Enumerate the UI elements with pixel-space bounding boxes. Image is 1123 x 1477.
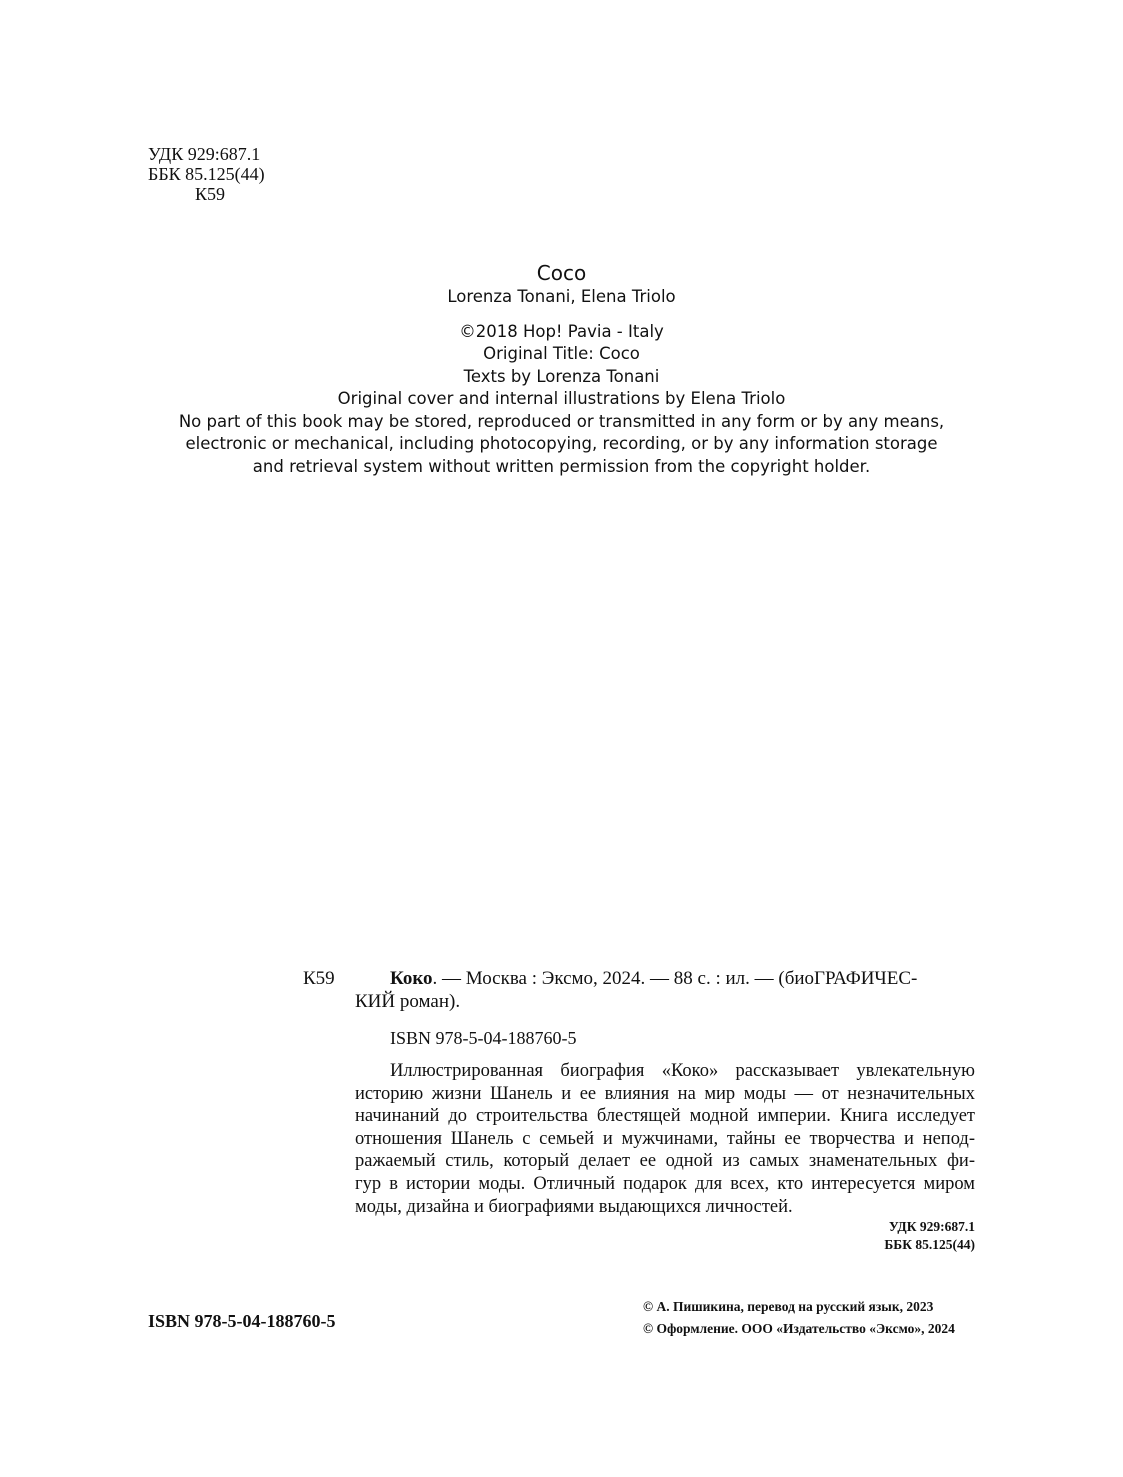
udk-code: УДК 929:687.1 xyxy=(148,144,261,164)
original-book-title: Coco xyxy=(536,261,587,285)
isbn-bottom: ISBN 978-5-04-188760-5 xyxy=(148,1311,336,1331)
entry-imprint: . — Москва : Эксмо, 2024. — 88 с. : ил. — (биоГРАФИЧЕС- xyxy=(432,968,918,989)
catalog-entry xyxy=(303,967,975,1013)
design-copyright: © Оформление. ООО «Издательство «Эксмо», 2024 xyxy=(643,1321,955,1336)
annotation-line: отношения Шанель с семьей и мужчинами, тайны ее творчества и непод- xyxy=(355,1128,975,1149)
annotation-line: историю жизни Шанель и ее влияния на мир моды — от незначительных xyxy=(355,1083,975,1104)
copyright-notices xyxy=(643,1296,955,1340)
original-authors: Lorenza Tonani, Elena Triolo xyxy=(447,287,676,306)
annotation-line: гур в истории моды. Отличный подарок для всех, кто интересуется миром xyxy=(355,1173,975,1194)
entry-first-line xyxy=(390,967,975,990)
original-edition-credits xyxy=(0,260,1123,478)
illustrations-by-line: Original cover and internal illustrations by Elena Triolo xyxy=(337,389,786,408)
classification-codes-bottom xyxy=(700,1218,975,1254)
annotation-line: Иллюстрированная биография «Коко» рассказывает увлекательную xyxy=(390,1061,975,1081)
author-mark: К59 xyxy=(195,184,226,204)
entry-isbn: ISBN 978-5-04-188760-5 xyxy=(390,1028,577,1048)
credits-spacer xyxy=(0,309,1123,321)
annotation-line: начинаний до строительства блестящей модной империи. Книга исследует xyxy=(355,1106,975,1127)
book-annotation xyxy=(355,1060,975,1218)
bbk-code: ББК 85.125(44) xyxy=(148,164,265,184)
annotation-line: моды, дизайна и биографиями выдающихся личностей. xyxy=(355,1196,793,1217)
annotation-line: ражаемый стиль, который делает ее одной из самых знаменательных фи- xyxy=(355,1151,975,1172)
translation-copyright: © А. Пишикина, перевод на русский язык, 2023 xyxy=(643,1299,934,1314)
original-title-line: Original Title: Coco xyxy=(483,344,640,363)
entry-book-title: Коко xyxy=(390,968,433,989)
bbk-code: ББК 85.125(44) xyxy=(884,1237,975,1252)
udk-code: УДК 929:687.1 xyxy=(888,1219,975,1234)
rights-line: No part of this book may be stored, reproduced or transmitted in any form or by any means, xyxy=(178,411,945,431)
entry-author-mark: К59 xyxy=(303,968,335,989)
rights-line: electronic or mechanical, including photocopying, recording, or by any information storage xyxy=(185,434,938,453)
classification-codes-top xyxy=(148,144,265,204)
entry-series-continuation: КИЙ роман). xyxy=(355,991,461,1012)
texts-by-line: Texts by Lorenza Tonani xyxy=(463,366,660,386)
rights-line: and retrieval system without written permission from the copyright holder. xyxy=(252,456,871,476)
original-copyright: ©2018 Hop! Pavia - Italy xyxy=(459,321,664,341)
